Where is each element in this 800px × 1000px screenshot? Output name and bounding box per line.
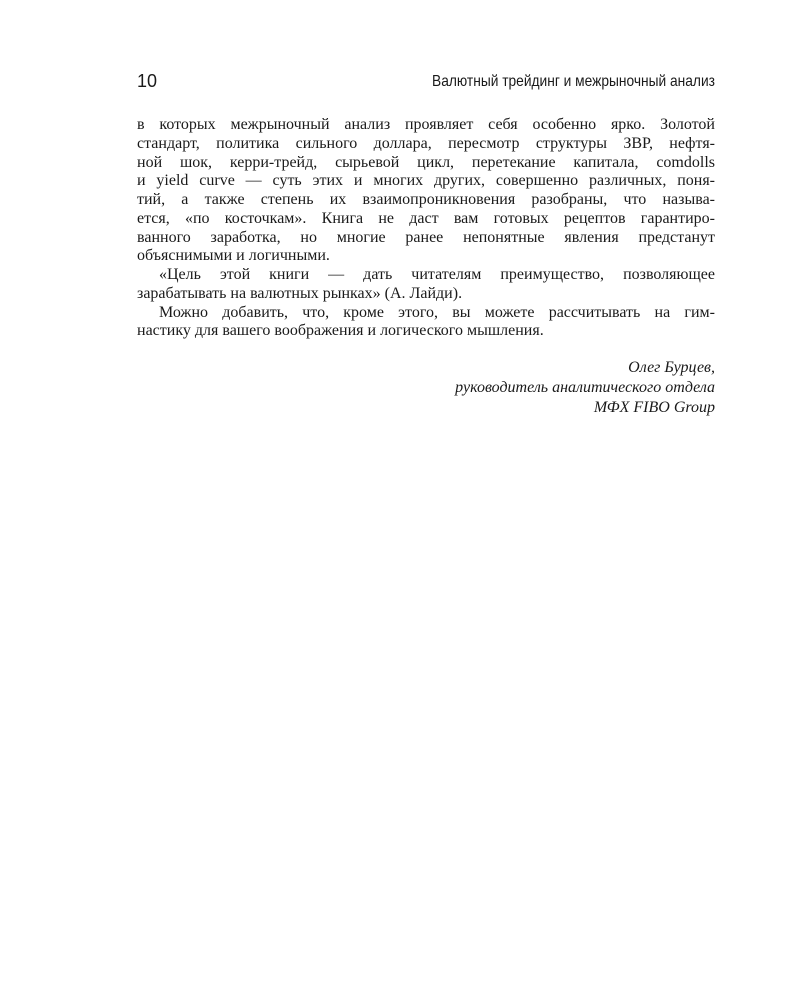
signature-position: руководитель аналитического отдела [455, 379, 715, 396]
page-number: 10 [137, 71, 158, 91]
paragraph-2 [137, 266, 715, 304]
text-line: Можно добавить, что, кроме этого, вы можете рассчитывать на гим- [159, 303, 715, 321]
signature-block [455, 358, 715, 418]
running-header-title: Валютный трейдинг и межрыночный анализ [432, 73, 715, 90]
text-line: настику для вашего воображения и логического мышления. [137, 322, 544, 340]
text-line: зарабатывать на валютных рынках» (А. Лайди). [137, 284, 463, 302]
text-line: ванного заработка, но многие ранее непонятные явления предстанут [137, 228, 715, 246]
signature-name: Олег Бурцев, [628, 359, 715, 376]
text-line: и yield curve — суть этих и многих других, совершенно различных, поня- [137, 172, 715, 190]
paragraph-1 [137, 116, 715, 266]
signature-company: МФХ FIBO Group [593, 399, 715, 416]
body-text [137, 116, 715, 341]
text-line: в которых межрыночный анализ проявляет себя особенно ярко. Золотой [137, 116, 715, 133]
text-line: стандарт, политика сильного доллара, пересмотр структуры ЗВР, нефтя- [137, 134, 715, 152]
text-line: тий, а также степень их взаимопроникновения разобраны, что называ- [137, 191, 715, 208]
text-line: ется, «по косточкам». Книга не даст вам готовых рецептов гарантиро- [137, 209, 715, 227]
paragraph-3 [137, 304, 715, 342]
text-line: «Цель этой книги — дать читателям преимущество, позволяющее [159, 266, 715, 283]
text-line: объяснимыми и логичными. [137, 247, 330, 265]
text-line: ной шок, керри-трейд, сырьевой цикл, перетекание капитала, comdolls [137, 153, 715, 171]
